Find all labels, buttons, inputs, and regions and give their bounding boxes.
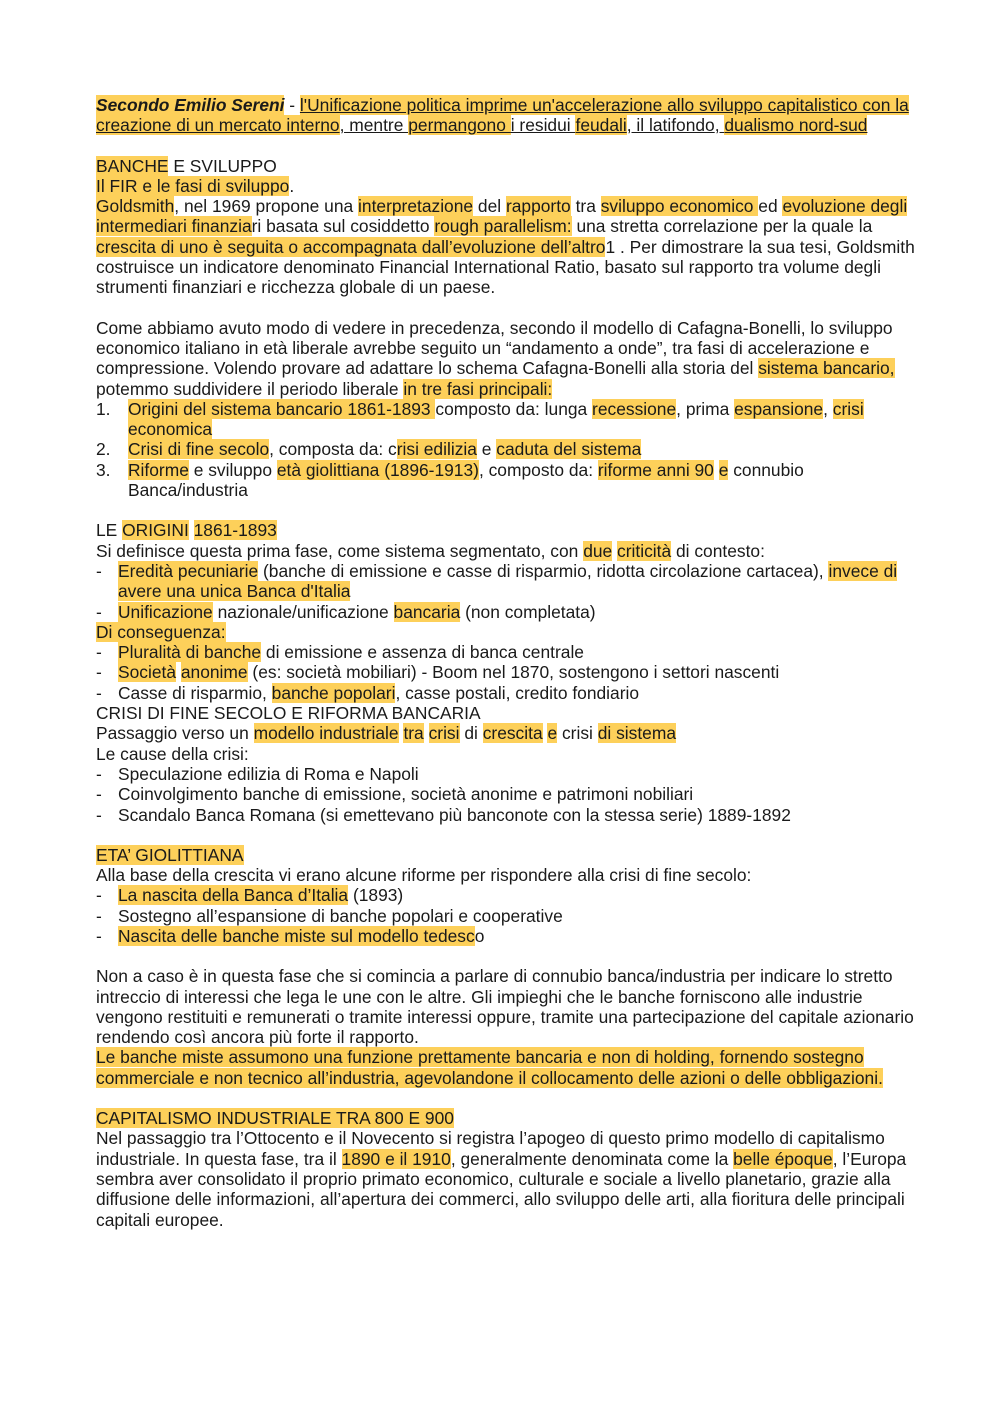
list-item: - Eredità pecuniarie (banche di emissione e casse di risparmio, ridotta circolazione cartacea), invece di avere una unica Banca d'Italia (96, 560, 898, 602)
connubio-paragraph: Non a caso è in questa fase che si comincia a parlare di connubio banca/industria per indicare lo stretto intreccio di interessi che lega le une con le altre. Gli impieghi che le banche forniscono alle industrie vengono restituiti e remunerati o tramite interessi oppure, tramite una partecipazione del capitale azionario rendendo così ancora più forte il rapporto. (96, 966, 914, 1048)
section-heading-banche: BANCHE E SVILUPPO (96, 155, 277, 176)
giolitti-intro: Alla base della crescita vi erano alcune riforme per rispondere alla crisi di fine secolo: (96, 865, 752, 886)
cause-label: Le cause della crisi: (96, 743, 249, 764)
phases-list (96, 399, 916, 500)
section-heading-capitalismo: CAPITALISMO INDUSTRIALE TRA 800 E 900 (96, 1108, 454, 1129)
sereni-paragraph: Secondo Emilio Sereni - l'Unificazione politica imprime un'accelerazione allo sviluppo capitalistico con la creazione di un mercato interno, mentre permangono i residui feudali, il latifondo, dualismo nord-sud (96, 95, 909, 136)
list-item: - Unificazione nazionale/unificazione bancaria (non completata) (96, 601, 596, 622)
list-item: - Nascita delle banche miste sul modello tedesco (96, 925, 485, 946)
list-item: - Coinvolgimento banche di emissione, società anonime e patrimoni nobiliari (96, 784, 694, 805)
cause-list (96, 764, 916, 825)
criticita-list (96, 561, 916, 622)
riforme-list (96, 885, 916, 946)
list-item: - Casse di risparmio, banche popolari, casse postali, credito fondiario (96, 682, 640, 703)
section-heading-giolitti: ETA’ GIOLITTIANA (96, 844, 244, 865)
author-name: Secondo Emilio Sereni (96, 95, 285, 115)
banche-miste-paragraph: Le banche miste assumono una funzione prettamente bancaria e non di holding, fornendo sostegno commerciale e non tecnico all’industria, agevolandone il collocamento delle azioni o delle obbligazioni. (96, 1047, 883, 1088)
list-item: - Scandalo Banca Romana (si emettevano più banconote con la stessa serie) 1889-1892 (96, 804, 791, 825)
section-heading-origini: LE ORIGINI 1861-1893 (96, 520, 277, 541)
list-item: 1. Origini del sistema bancario 1861-1893 composto da: lunga recessione, prima espansione, crisi economica (96, 398, 864, 440)
list-item: - Sostegno all’espansione di banche popolari e cooperative (96, 905, 563, 926)
subheading-fir: Il FIR e le fasi di sviluppo. (96, 175, 295, 196)
section-heading-crisi: CRISI DI FINE SECOLO E RIFORMA BANCARIA (96, 703, 481, 724)
goldsmith-paragraph: Goldsmith, nel 1969 propone una interpretazione del rapporto tra sviluppo economico ed evoluzione degli intermediari finanziari basata sul cosiddetto rough parallelism: una stretta correlazione per la quale la crescita di uno è seguita o accompagnata dall’evoluzione dell’altro1 . Per dimostrare la sua tesi, Goldsmith costruisce un indicatore denominato Financial International Ratio, basato sul rapporto tra volume degli strumenti finanziari e ricchezza globale di un paese. (96, 196, 915, 298)
conseguenze-list (96, 642, 916, 703)
list-item: - Pluralità di banche di emissione e assenza di banca centrale (96, 642, 584, 663)
list-item: 2. Crisi di fine secolo, composta da: crisi edilizia e caduta del sistema (96, 439, 642, 460)
capitalismo-paragraph: Nel passaggio tra l’Ottocento e il Novecento si registra l’apogeo di questo primo modello di capitalismo industriale. In questa fase, tra il 1890 e il 1910, generalmente denominata come la belle époque, l’Europa sembra aver consolidato il proprio primato economico, culturale e sociale a livello planetario, grazie alla diffusione delle informazioni, all’apertura dei commerci, allo sviluppo delle arti, alla fioritura delle principali capitali europee. (96, 1128, 907, 1230)
list-item: 3. Riforme e sviluppo età giolittiana (1896-1913), composto da: riforme anni 90 e connubio Banca/industria (96, 459, 804, 501)
cafagna-paragraph: Come abbiamo avuto modo di vedere in precedenza, secondo il modello di Cafagna-Bonelli, lo sviluppo economico italiano in età liberale avrebbe seguito un “andamento a onde”, tra fasi di accelerazione e compressione. Volendo provare ad adattare lo schema Cafagna-Bonelli alla storia del sistema bancario, potemmo suddividere il periodo liberale in tre fasi principali: (96, 317, 895, 399)
list-item: - Speculazione edilizia di Roma e Napoli (96, 763, 419, 784)
list-item: - La nascita della Banca d’Italia (1893) (96, 885, 404, 906)
conseguenza-label: Di conseguenza: (96, 621, 226, 642)
list-item: - Società anonime (es: società mobiliari) - Boom nel 1870, sostengono i settori nascenti (96, 662, 780, 683)
document-body (96, 95, 916, 1230)
origini-intro: Si definisce questa prima fase, come sistema segmentato, con due criticità di contesto: (96, 540, 765, 561)
crisi-intro: Passaggio verso un modello industriale tra crisi di crescita e crisi di sistema (96, 723, 677, 744)
